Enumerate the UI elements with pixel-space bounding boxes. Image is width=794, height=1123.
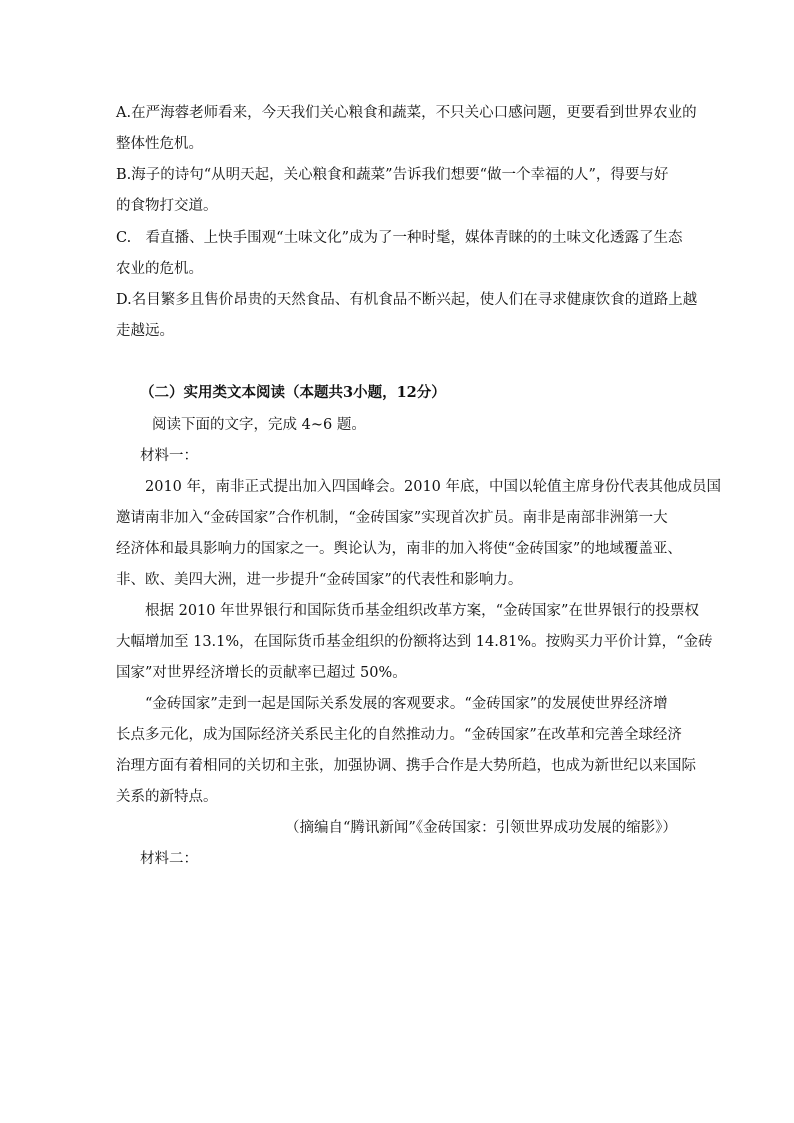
material-1-label: 材料一：: [140, 448, 198, 464]
paragraph-3-line-1: “金砖国家”走到一起是国际关系发展的客观要求。“金砖国家”的发展使世界经济增: [145, 696, 668, 712]
instruction-text: 阅读下面的文字，完成 4~6 题。: [152, 417, 366, 433]
option-c-line-2: 农业的危机。: [116, 261, 203, 277]
option-b-line-2: 的食物打交道。: [116, 198, 218, 214]
material-2-label: 材料二：: [140, 851, 198, 867]
section-heading: （二）实用类文本阅读（本题共3小题，12分）: [140, 384, 446, 401]
paragraph-2-line-1: 根据 2010 年世界银行和国际货币基金组织改革方案，“金砖国家”在世界银行的投票权: [145, 603, 699, 619]
paragraph-3-line-3: 治理方面有着相同的关切和主张，加强协调、携手合作是大势所趋，也成为新世纪以来国际: [116, 758, 696, 774]
option-a-line-2: 整体性危机。: [116, 136, 203, 152]
source-citation: （摘编自“腾讯新闻”《金砖国家：引领世界成功发展的缩影》）: [285, 820, 677, 836]
option-c-line-1: C. 看直播、上快手围观“土味文化”成为了一种时髦，媒体青睐的的土味文化透露了生态: [116, 230, 683, 246]
option-b-line-1: B.海子的诗句“从明天起，关心粮食和蔬菜”告诉我们想要“做一个幸福的人”，得要与好: [116, 167, 669, 183]
paragraph-3-line-4: 关系的新特点。: [116, 789, 218, 805]
paragraph-1-line-1: 2010 年，南非正式提出加入四国峰会。2010 年底，中国以轮值主席身份代表其他成员国: [145, 479, 722, 495]
paragraph-1-line-4: 非、欧、美四大洲，进一步提升“金砖国家”的代表性和影响力。: [116, 572, 523, 588]
option-a-line-1: A.在严海蓉老师看来，今天我们关心粮食和蔬菜，不只关心口感问题，更要看到世界农业的: [116, 105, 697, 121]
paragraph-1-line-3: 经济体和最具影响力的国家之一。舆论认为，南非的加入将使“金砖国家”的地域覆盖亚、: [116, 541, 682, 557]
paragraph-1-line-2: 邀请南非加入“金砖国家”合作机制，“金砖国家”实现首次扩员。南非是南部非洲第一大: [116, 510, 668, 526]
paragraph-3-line-2: 长点多元化，成为国际经济关系民主化的自然推动力。“金砖国家”在改革和完善全球经济: [116, 727, 682, 743]
option-d-line-2: 走越远。: [116, 323, 174, 339]
paragraph-2-line-3: 国家”对世界经济增长的贡献率已超过 50%。: [116, 665, 407, 681]
option-d-line-1: D.名目繁多且售价昂贵的天然食品、有机食品不断兴起，使人们在寻求健康饮食的道路上越: [116, 292, 698, 308]
paragraph-2-line-2: 大幅增加至 13.1%，在国际货币基金组织的份额将达到 14.81%。按购买力平价计算，“金砖: [116, 634, 713, 650]
